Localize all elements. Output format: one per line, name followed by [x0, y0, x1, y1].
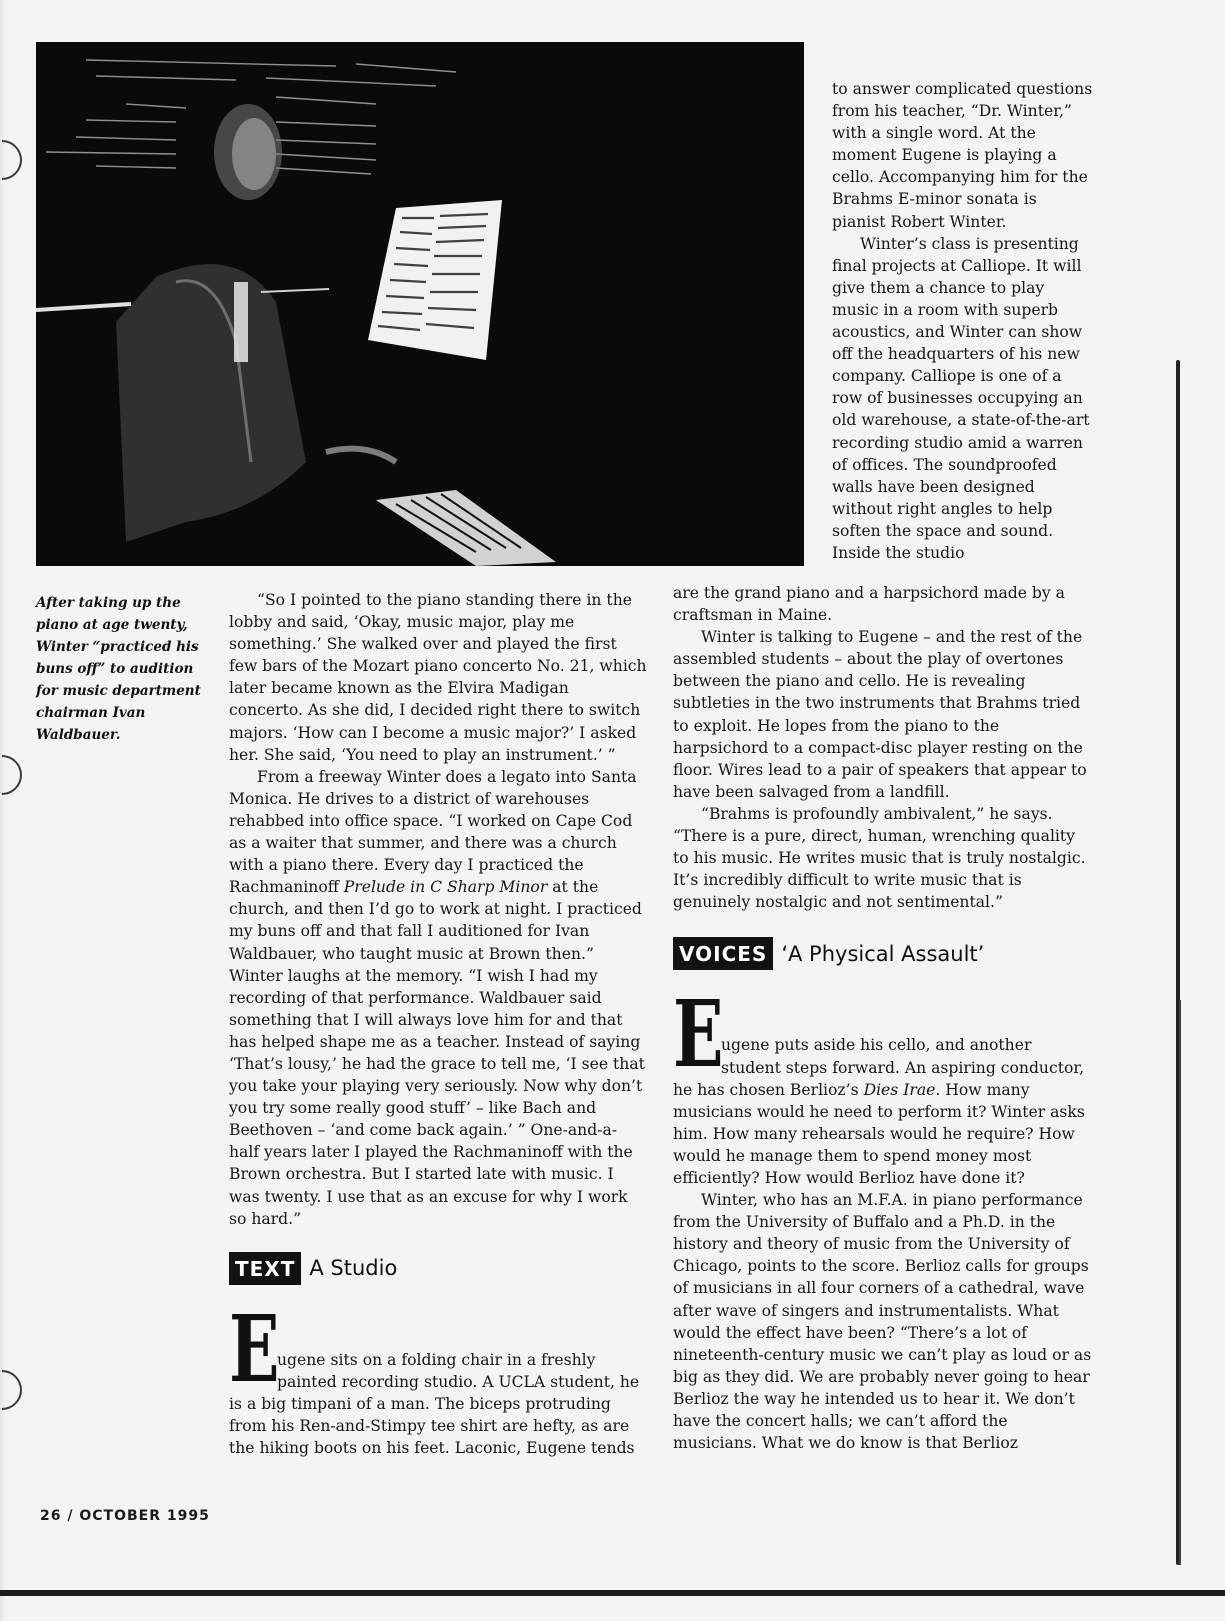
- paragraph: Winter’s class is presenting final projects at Calliope. It will give them a chance to play music in a room with superb acoustics, and Winter can show off the headquarters of his new company. Calliope is one of a row of businesses occupying an old warehouse, a state-of-the-art recording studio amid a warren of offices. The soundproofed walls have been designed without right angles to help soften the space and sound. Inside the studio: [832, 234, 1090, 562]
- text-run: at the church, and then I’d go to work at night. I practiced my buns off and that fall I auditioned for Ivan Waldbauer, who taught music at Brown then.” Winter laughs at the memory. “I wish I had my recording of that performance. Waldbauer said something that I will always love him for and that has helped shape me as a teacher. Instead of saying ‘That’s lousy,’ he had the grace to tell me, ‘I see that you take your playing very seriously. Now why don’t you try some really good stuff’ – like Bach and Beethoven – ‘and come back again.’ ” One-and-a-half years later I played the Rachmaninoff with the Brown orchestra. But I started late with music. I was twenty. I use that as an excuse for why I work so hard.”: [229, 878, 645, 1228]
- text-run: ugene sits on a folding chair in a freshly painted recording studio. A UCLA student, he is a big timpani of a man. The biceps protruding from his Ren-and-Stimpy tee shirt are hefty, as are the hiking boots on his feet. Laconic, Eugene tends: [229, 1350, 640, 1458]
- binder-hole-mark: [0, 132, 30, 189]
- section-tag: VOICES: [673, 937, 773, 970]
- text-run: ugene puts aside his cello, and another student steps forward. An aspiring conductor, he has chosen Berlioz’s: [673, 1036, 1085, 1099]
- section-heading-voices: [673, 937, 1093, 970]
- article-column-left: [229, 589, 647, 1459]
- binder-hole-mark: [0, 747, 30, 804]
- paragraph: to answer complicated questions from his teacher, “Dr. Winter,” with a single word. At the moment Eugene is playing a cello. Accompanying him for the Brahms E-minor sonata is pianist Robert Winter.: [832, 80, 1093, 231]
- photo-pianist: [36, 42, 804, 566]
- paragraph: Winter, who has an M.F.A. in piano performance from the University of Buffalo and a Ph.D. in the history and theory of music from the University of Chicago, points to the score. Berlioz calls for groups of musicians in all four corners of a cathedral, wave after wave of singers and instrumentalists. What would the effect have been? “There’s a lot of nineteenth-century music we can’t play as loud or as big as they did. We are probably never going to hear Berlioz the way he intended us to hear it. We don’t have the concert halls; we can’t afford the musicians. What we do know is that Berlioz: [673, 1191, 1092, 1453]
- photo-caption: After taking up the piano at age twenty, Winter “practiced his buns off” to audition for music department chairman Ivan Waldbauer.: [36, 595, 201, 743]
- paragraph-with-dropcap: [673, 980, 1093, 1189]
- section-heading-studio: [229, 1252, 647, 1285]
- italic-title: Prelude in C Sharp Minor: [343, 878, 548, 897]
- paragraph: Winter is talking to Eugene – and the rest of the assembled students – about the play of overtones between the piano and cello. He is revealing subtleties in the two instruments that Brahms tried to exploit. He lopes from the piano to the harpsichord to a compact-disc player resting on the floor. Wires lead to a pair of speakers that appear to have been salvaged from a landfill.: [673, 628, 1087, 801]
- paragraph: [229, 766, 647, 1230]
- paragraph-with-dropcap: [229, 1294, 647, 1459]
- footer-separator: /: [61, 1508, 80, 1524]
- page-footer: [40, 1508, 210, 1524]
- paragraph: “Brahms is profoundly ambivalent,” he says. “There is a pure, direct, human, wrenching quality to his music. He writes music that is truly nostalgic. It’s incredibly difficult to write music that is genuinely nostalgic and not sentimental.”: [673, 804, 1086, 912]
- bottom-rule: [0, 1590, 1225, 1596]
- section-title: A Studio: [309, 1256, 398, 1281]
- paragraph: are the grand piano and a harpsichord made by a craftsman in Maine.: [673, 584, 1065, 625]
- section-title: ‘A Physical Assault’: [781, 941, 985, 966]
- binder-hole-mark: [0, 1362, 30, 1419]
- section-tag: TEXT: [229, 1252, 301, 1285]
- text-run: From a freeway Winter does a legato into Santa Monica. He drives to a district of warehouses rehabbed into office space. “I worked on Cape Cod as a waiter that summer, and there was a church with a piano there. Every day I practiced the Rachmaninoff: [229, 767, 637, 897]
- article-column-right: [673, 582, 1093, 1454]
- text-run: . How many musicians would he need to perform it? Winter asks him. How many rehearsals would he require? How would he manage them to spend money most efficiently? How would Berlioz have done it?: [673, 1080, 1085, 1187]
- paragraph: “So I pointed to the piano standing there in the lobby and said, ‘Okay, music major, play me something.’ She walked over and played the first few bars of the Mozart piano concerto No. 21, which later became known as the Elvira Madigan concerto. As she did, I decided right there to switch majors. ‘How can I become a music major?’ I asked her. She said, ‘You need to play an instrument.’ ”: [229, 591, 647, 764]
- article-column-right-top: [832, 78, 1094, 564]
- page-number: 26: [40, 1508, 62, 1524]
- issue-date: OCTOBER 1995: [79, 1508, 210, 1524]
- photo-illustration: [36, 42, 804, 566]
- italic-title: Dies Irae: [863, 1080, 936, 1099]
- drop-cap: E: [229, 1294, 280, 1403]
- scan-edge-rule: [1179, 1000, 1181, 1565]
- drop-cap: E: [673, 980, 724, 1089]
